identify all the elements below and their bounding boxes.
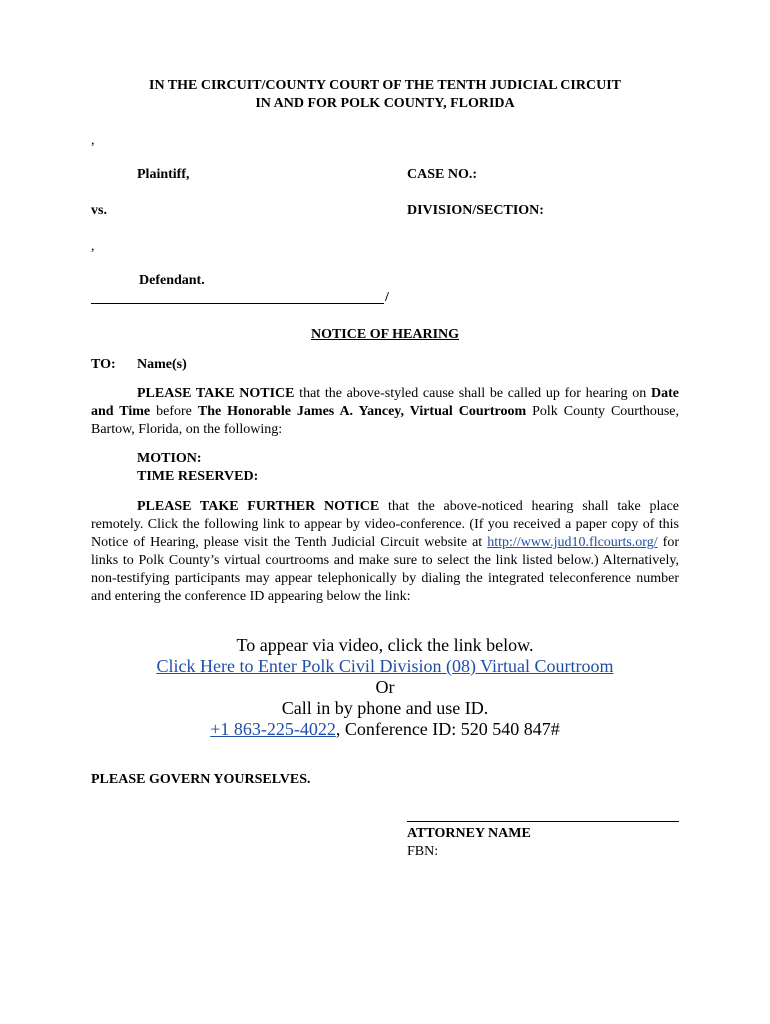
defendant-label: Defendant. <box>139 273 205 288</box>
notice-paragraph-2 <box>91 498 679 606</box>
to-names: Name(s) <box>137 357 187 372</box>
fbn-label: FBN: <box>407 844 439 859</box>
para1-text-2: before <box>150 404 198 419</box>
signature-line <box>407 821 679 822</box>
time-reserved-label: TIME RESERVED: <box>137 469 259 484</box>
caption-underline <box>91 303 384 304</box>
please-take-notice-lead: PLEASE TAKE NOTICE <box>137 386 295 401</box>
virtual-courtroom-link-line <box>0 656 770 677</box>
further-notice-lead: PLEASE TAKE FURTHER NOTICE <box>137 499 380 514</box>
phone-number-link[interactable]: +1 863-225-4022 <box>210 719 336 739</box>
to-label: TO: <box>91 357 116 372</box>
para2-text-2: for links to Polk County’s virtual courtrooms and make sure to select the link listed below.) Alternatively, non-testifying participants may appear telephonically by dialing the integrated teleconference number and entering the conference ID appearing below the link: <box>91 535 679 604</box>
notice-paragraph-1 <box>91 385 679 439</box>
or-text: Or <box>375 677 395 697</box>
judge-name: The Honorable James A. Yancey, Virtual Courtroom <box>197 404 527 419</box>
motion-label: MOTION: <box>137 451 202 466</box>
para2-text-1: that the above-noticed hearing shall take place remotely. Click the following link to appear by video-conference. (If you received a paper copy of this Notice of Hearing, please visit the Tenth Judicial Circuit website at <box>91 499 679 550</box>
versus-label: vs. <box>91 203 107 218</box>
govern-yourselves: PLEASE GOVERN YOURSELVES. <box>91 772 311 787</box>
para1-text-1: that the above-styled cause shall be called up for hearing on <box>294 386 651 401</box>
para1-text-3: Polk County Courthouse, Bartow, Florida, on the following: <box>91 404 679 437</box>
defendant-name-comma: , <box>91 239 95 254</box>
video-instruction: To appear via video, click the link below. <box>236 635 534 655</box>
conference-id: , Conference ID: 520 540 847# <box>335 719 560 739</box>
phone-instruction: Call in by phone and use ID. <box>281 698 489 718</box>
circuit-website-link[interactable]: http://www.jud10.flcourts.org/ <box>487 535 658 550</box>
case-number-label: CASE NO.: <box>407 167 478 182</box>
virtual-courtroom-link[interactable]: Click Here to Enter Polk Civil Division (08) Virtual Courtroom <box>156 656 614 676</box>
plaintiff-label: Plaintiff, <box>137 167 190 182</box>
date-and-time: Date and Time <box>91 386 679 419</box>
notice-title: NOTICE OF HEARING <box>310 327 460 342</box>
plaintiff-name-comma: , <box>91 133 95 148</box>
attorney-name: ATTORNEY NAME <box>407 826 531 841</box>
phone-conference-line <box>0 719 770 740</box>
division-section-label: DIVISION/SECTION: <box>407 203 544 218</box>
caption-end-slash: / <box>385 290 389 305</box>
court-header-line-2: IN AND FOR POLK COUNTY, FLORIDA <box>255 96 515 111</box>
court-header-line-1: IN THE CIRCUIT/COUNTY COURT OF THE TENTH JUDICIAL CIRCUIT <box>149 78 621 93</box>
